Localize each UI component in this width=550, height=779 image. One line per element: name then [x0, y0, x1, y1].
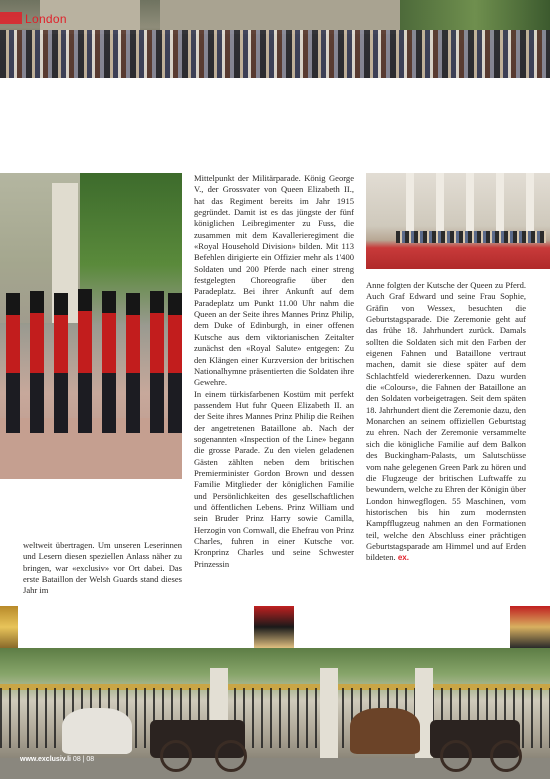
- end-mark: ex.: [397, 553, 409, 563]
- carriage-wheel: [215, 740, 247, 772]
- guard-legs: [30, 373, 44, 433]
- article-paragraph: Mittelpunkt der Militärparade. König George V., der Grossvater von Queen Elizabeth II., hat das Regiment bereits im Jahr 1915 gegründet. Damit ist es das jüngste der fünf königlichen Leibregimenter zu Fuss, die zusammen mit dem Kavallerieregiment die «Royal Household Division» bilden. Mit 113 Befehlen dirigierte ein Offizier mehr als 1'400 Soldaten und 200 Pferde nach einer streng festgelegten Choreografie über den Paradeplatz. Bei ihrer Ankunft auf dem Paradeplatz um Punkt 11.00 Uhr nahm die Queen an der Seite ihres Mannes Prinz Philip, dem Duke of Edinburgh, in einer offenen Kutsche aus dem viktorianischen Zeitalter zunächst den «Royal Salute» entgegen: Zu den Klängen einer Kurzversion der britischen Nationalhymne präsentierten die Soldaten ihre Gewehre.: [194, 173, 354, 388]
- article-paragraph: In einem türkisfarbenen Kostüm mit perfekt passendem Hut fuhr Queen Elizabeth II. an der Seite ihres Mannes Prinz Philip die Reihen der angetretenen Bataillone ab. Nach der sogenannten «Inspection of the Line» begann die grosse Parade. Zu den vielen geladenen Gästen zählten neben dem britischen Premierminister Gordon Brown und dessen Familie Mitglieder der königlichen Familie und Persönlichkeiten des gesellschaftlichen und öffentlichen Lebens. Prinz William und sein Bruder Prinz Harry sowie Camilla, Herzogin von Cornwall, die Ehefrau von Prinz Charles, fuhren in einer Kutsche vor. Kronprinz Charles und seine Schwester Prinzessin: [194, 388, 354, 569]
- guard-legs: [126, 373, 140, 433]
- carriage-wheel: [440, 740, 472, 772]
- guard-legs: [6, 373, 20, 433]
- palace-column: [436, 173, 444, 239]
- article-paragraph: [366, 280, 526, 564]
- palace-column: [526, 173, 534, 239]
- header-crowd-photo: [0, 0, 550, 78]
- article-column-1: [23, 540, 182, 597]
- palace-column: [496, 173, 504, 239]
- photo-strip-middle: [254, 606, 294, 648]
- guards-parade-photo: [0, 173, 182, 479]
- section-marker: [0, 12, 22, 24]
- article-column-3: [366, 280, 526, 564]
- white-horse: [62, 708, 132, 754]
- photo-strip-left: [0, 606, 18, 648]
- palace-column: [466, 173, 474, 239]
- photo-strip-right: [510, 606, 550, 648]
- gate-post: [320, 668, 338, 758]
- guard-legs: [168, 373, 182, 433]
- balcony-royals: [396, 231, 546, 243]
- palace-column: [406, 173, 414, 239]
- footer-site: www.exclusiv.li: [20, 756, 71, 763]
- section-label: London: [25, 12, 67, 26]
- carriage-wheel: [160, 740, 192, 772]
- article-paragraph: weltweit übertragen. Um unseren Leserinnen und Lesern diesen speziellen Anlass näher zu bringen, war «exclusiv» vor Ort dabei. Das erste Bataillon der Welsh Guards stand dieses Jahr im: [23, 540, 182, 596]
- guard-legs: [150, 373, 164, 433]
- footer-issue: 08 | 08: [72, 756, 95, 763]
- article-column-2: [194, 173, 354, 570]
- article-text: Anne folgten der Kutsche der Queen zu Pferd. Auch Graf Edward und seine Frau Sophie, Gräfin von Wessex, besuchten die Geburtstagsparade. Die Zeremonie geht auf das frühe 18. Jahrhundert zurück. Damals sollten die Soldaten sich mit den Farben der eigenen Fahnen und Bataillone vertraut machen, damit sie diese später auf dem Schlachtfeld wiedererkennen. Dazu wurden die «Colours», die Fahnen der Bataillone an den Soldaten vorbeigetragen. Seit dem späten 18. Jahrhundert dient die Zeremonie dazu, den Monarchen an seinem offiziellen Geburtstag zu ehren. Nach der Zeremonie versammelte sich die königliche Familie auf dem Balkon des Buckingham-Palasts, um Salutschüsse vom nahe gelegenen Green Park zu hören und die Flugzeuge der britischen Luftwaffe zu bewundern, welche zu Ehren der Königin über London hinwegflogen. 55 Maschinen, vom historischen bis hin zum modernsten Kampfflugzeug nahmen an den Formationen teil, welche den Abschluss einer prächtigen Geburtstagsparade am Himmel und auf Erden bildeten.: [366, 280, 526, 563]
- palace-facade-right: [160, 0, 400, 34]
- crowd: [0, 30, 550, 78]
- palace-balcony-photo: [366, 173, 550, 269]
- guard-legs: [78, 373, 92, 433]
- page-footer: [20, 756, 94, 763]
- carriage-wheel: [490, 740, 522, 772]
- guard-legs: [102, 373, 116, 433]
- brown-horse: [350, 708, 420, 754]
- guard-legs: [54, 373, 68, 433]
